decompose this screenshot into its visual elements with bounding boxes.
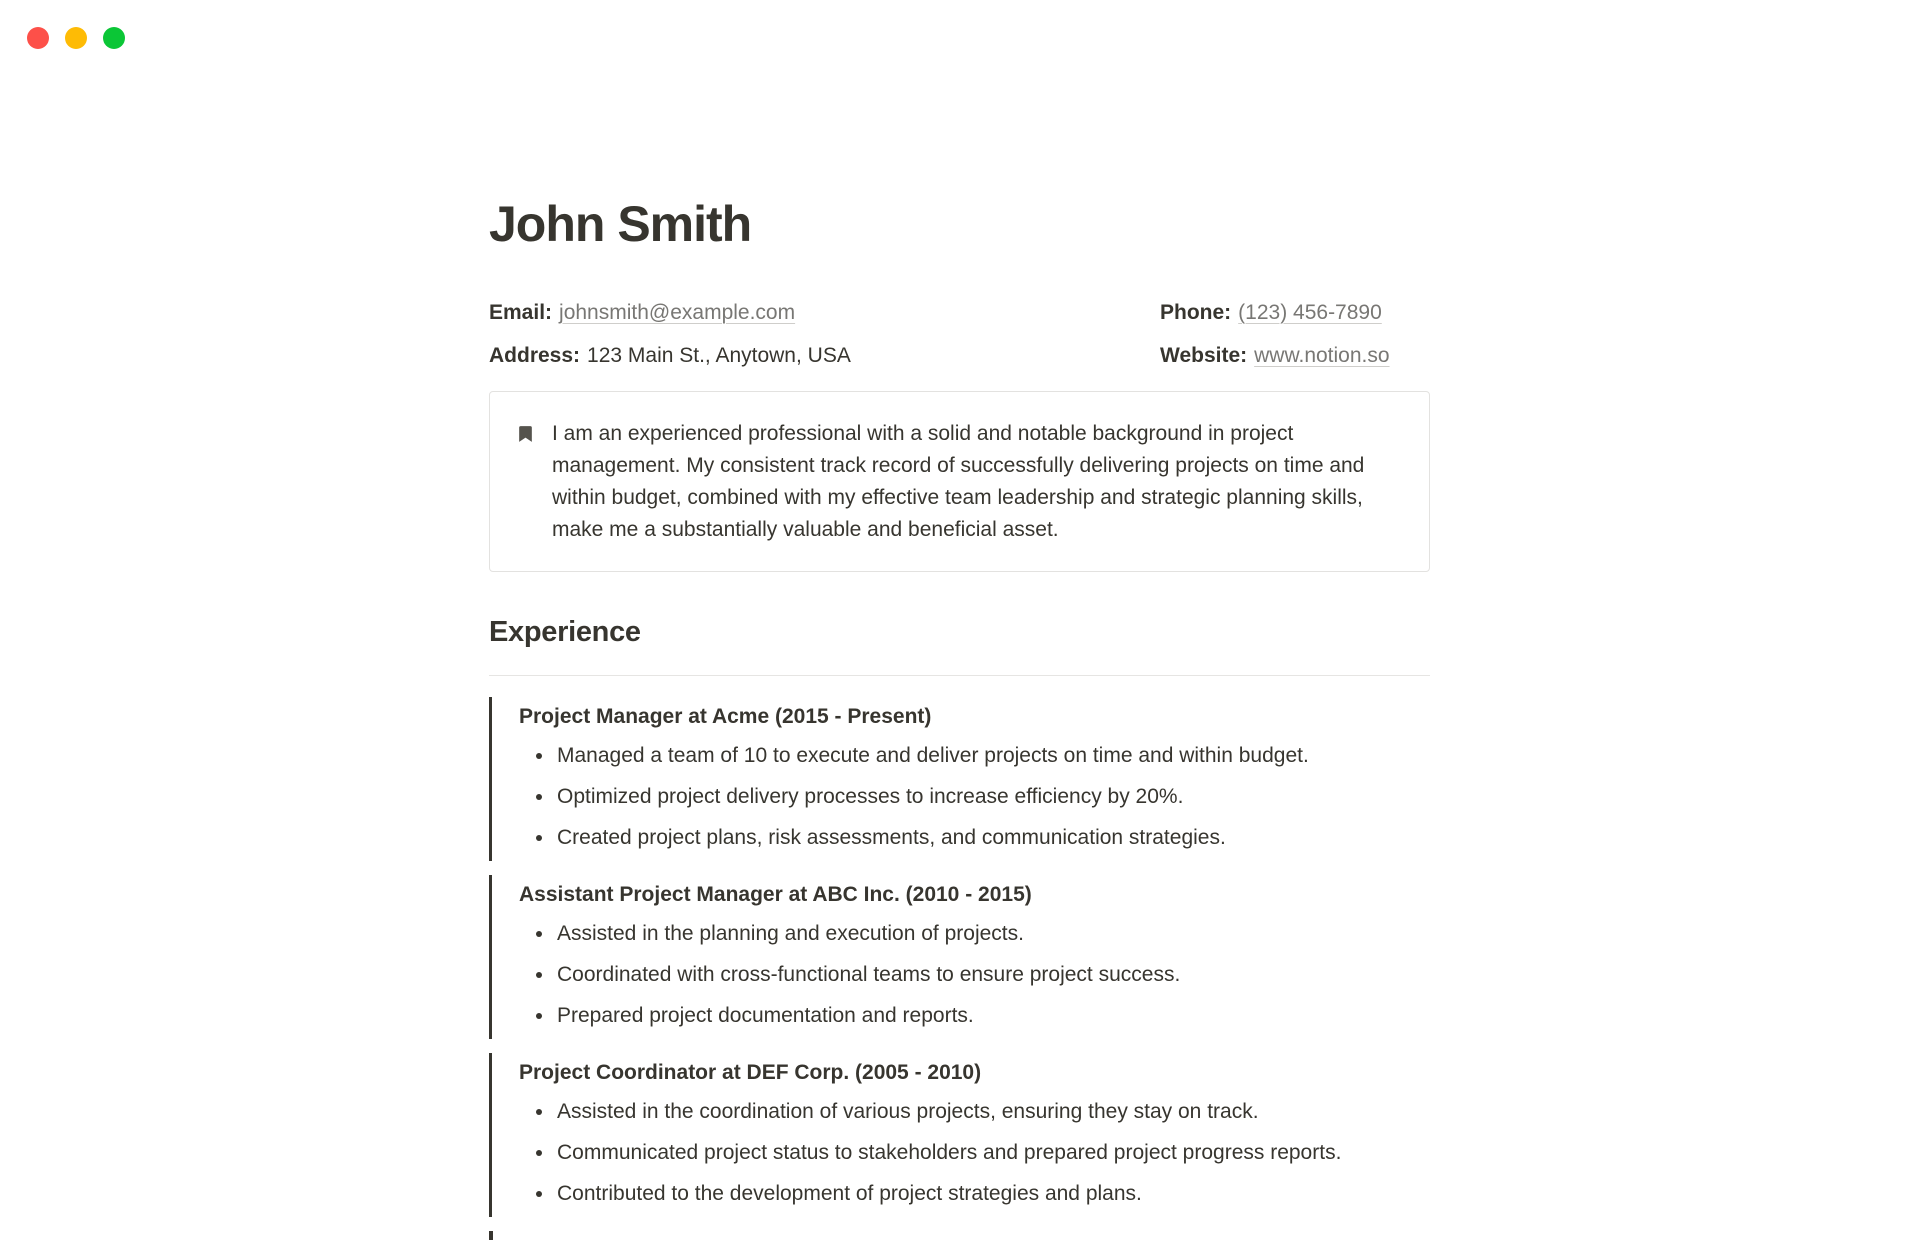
- zoom-button[interactable]: [103, 27, 125, 49]
- close-button[interactable]: [27, 27, 49, 49]
- contact-email: [489, 297, 1160, 329]
- section-divider: [489, 675, 1430, 676]
- website-link[interactable]: www.notion.so: [1254, 343, 1390, 367]
- job-bullet: • Assisted in the planning and execution of projects.: [555, 918, 1430, 950]
- website-label: Website:: [1160, 343, 1248, 367]
- email-link[interactable]: johnsmith@example.com: [559, 300, 796, 324]
- job-bullet: • Communicated project status to stakeholders and prepared project progress reports.: [555, 1137, 1430, 1169]
- job-bullets: [519, 918, 1430, 1032]
- job-bullet: • Created project plans, risk assessments, and communication strategies.: [555, 822, 1430, 854]
- job-bullets: [519, 740, 1430, 854]
- window-controls: [27, 27, 125, 49]
- job-bullet: • Assisted in the coordination of various projects, ensuring they stay on track.: [555, 1096, 1430, 1128]
- page-title: John Smith: [489, 195, 752, 252]
- phone-link[interactable]: (123) 456-7890: [1238, 300, 1382, 324]
- contact-section: [489, 297, 1430, 372]
- next-block-quote-bar: [489, 1231, 493, 1240]
- job-title: Project Manager at Acme (2015 - Present): [519, 704, 932, 728]
- summary-text: I am an experienced professional with a solid and notable background in project management. My consistent track record of successfully delivering projects on time and within budget, combined with my effective team leadership and strategic planning skills, make me a substantially valuable and beneficial asset.: [552, 421, 1365, 541]
- job-block: [489, 697, 1430, 861]
- phone-label: Phone:: [1160, 300, 1232, 324]
- contact-phone: [1160, 297, 1430, 329]
- email-label: Email:: [489, 300, 553, 324]
- job-block: [489, 875, 1430, 1039]
- job-bullets: [519, 1096, 1430, 1210]
- experience-list: [489, 697, 1430, 1217]
- resume-page: [489, 0, 1430, 1240]
- address-value: 123 Main St., Anytown, USA: [587, 343, 851, 367]
- job-title: Project Coordinator at DEF Corp. (2005 - 2010): [519, 1060, 982, 1084]
- job-bullet: • Prepared project documentation and reports.: [555, 1000, 1430, 1032]
- address-label: Address:: [489, 343, 581, 367]
- job-bullet: • Contributed to the development of project strategies and plans.: [555, 1178, 1430, 1210]
- job-block: [489, 1053, 1430, 1217]
- experience-heading: Experience: [489, 615, 641, 648]
- summary-callout: [489, 391, 1430, 572]
- job-title: Assistant Project Manager at ABC Inc. (2010 - 2015): [519, 882, 1032, 906]
- contact-address: [489, 340, 1160, 372]
- job-bullet: • Optimized project delivery processes to increase efficiency by 20%.: [555, 781, 1430, 813]
- contact-website: [1160, 340, 1430, 372]
- job-bullet: • Managed a team of 10 to execute and deliver projects on time and within budget.: [555, 740, 1430, 772]
- minimize-button[interactable]: [65, 27, 87, 49]
- job-bullet: • Coordinated with cross-functional teams to ensure project success.: [555, 959, 1430, 991]
- bookmark-icon: [516, 422, 535, 451]
